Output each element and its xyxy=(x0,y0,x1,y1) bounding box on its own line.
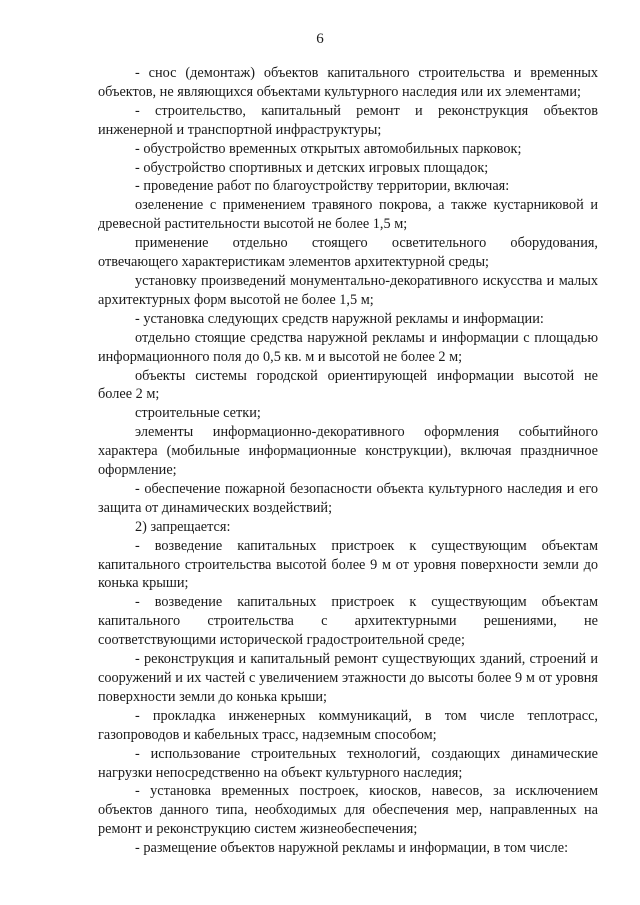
paragraph: - размещение объектов наружной рекламы и информации, в том числе: xyxy=(135,840,569,857)
paragraph: применение отдельно стоящего осветительного оборудования, отвечающего характеристикам элементов архитектурной среды; xyxy=(98,235,598,271)
paragraph: - строительство, капитальный ремонт и реконструкция объектов инженерной и транспортной инфраструктуры; xyxy=(98,102,598,138)
paragraph: - возведение капитальных пристроек к существующим объектам капитального строительства высотой более 9 м от уровня поверхности земли до конька крыши; xyxy=(98,537,598,592)
paragraph: отдельно стоящие средства наружной рекламы и информации с площадью информационного поля до 0,5 кв. м и высотой не более 2 м; xyxy=(98,329,598,365)
document-body xyxy=(98,64,598,858)
paragraph: - снос (демонтаж) объектов капитального строительства и временных объектов, не являющихся объектами культурного наследия или их элементами; xyxy=(98,65,598,100)
paragraph: - возведение капитальных пристроек к существующим объектам капитального строительства с архитектурными решениями, не соответствующими исторической градостроительной среде; xyxy=(98,594,598,649)
paragraph: - установка временных построек, киосков, навесов, за исключением объектов данного типа, необходимых для обеспечения мер, направленных на ремонт и реконструкцию систем жизнеобеспечения; xyxy=(98,783,598,838)
paragraph: 2) запрещается: xyxy=(135,518,231,535)
paragraph: - прокладка инженерных коммуникаций, в том числе теплотрасс, газопроводов и кабельных трасс, надземным способом; xyxy=(98,707,598,743)
paragraph: - проведение работ по благоустройству территории, включая: xyxy=(135,178,510,195)
paragraph: строительные сетки; xyxy=(135,405,261,422)
paragraph: озеленение с применением травяного покрова, а также кустарниковой и древесной растительности высотой не более 1,5 м; xyxy=(98,197,598,233)
paragraph: - обустройство спортивных и детских игровых площадок; xyxy=(135,159,489,176)
page-number: 6 xyxy=(316,31,324,47)
paragraph: - установка следующих средств наружной рекламы и информации: xyxy=(135,310,544,327)
paragraph: - обустройство временных открытых автомобильных парковок; xyxy=(135,140,522,157)
paragraph: - реконструкция и капитальный ремонт существующих зданий, строений и сооружений и их частей с увеличением этажности до высоты более 9 м от уровня поверхности земли до конька крыши; xyxy=(98,651,598,705)
paragraph: - обеспечение пожарной безопасности объекта культурного наследия и его защита от динамических воздействий; xyxy=(98,480,598,516)
paragraph: установку произведений монументально-декоративного искусства и малых архитектурных форм высотой не более 1,5 м; xyxy=(98,272,598,308)
paragraph: элементы информационно-декоративного оформления событийного характера (мобильные информационные конструкции), включая праздничное оформление; xyxy=(98,424,598,479)
paragraph: - использование строительных технологий, создающих динамические нагрузки непосредственно на объект культурного наследия; xyxy=(98,745,598,781)
paragraph: объекты системы городской ориентирующей информации высотой не более 2 м; xyxy=(98,367,598,403)
